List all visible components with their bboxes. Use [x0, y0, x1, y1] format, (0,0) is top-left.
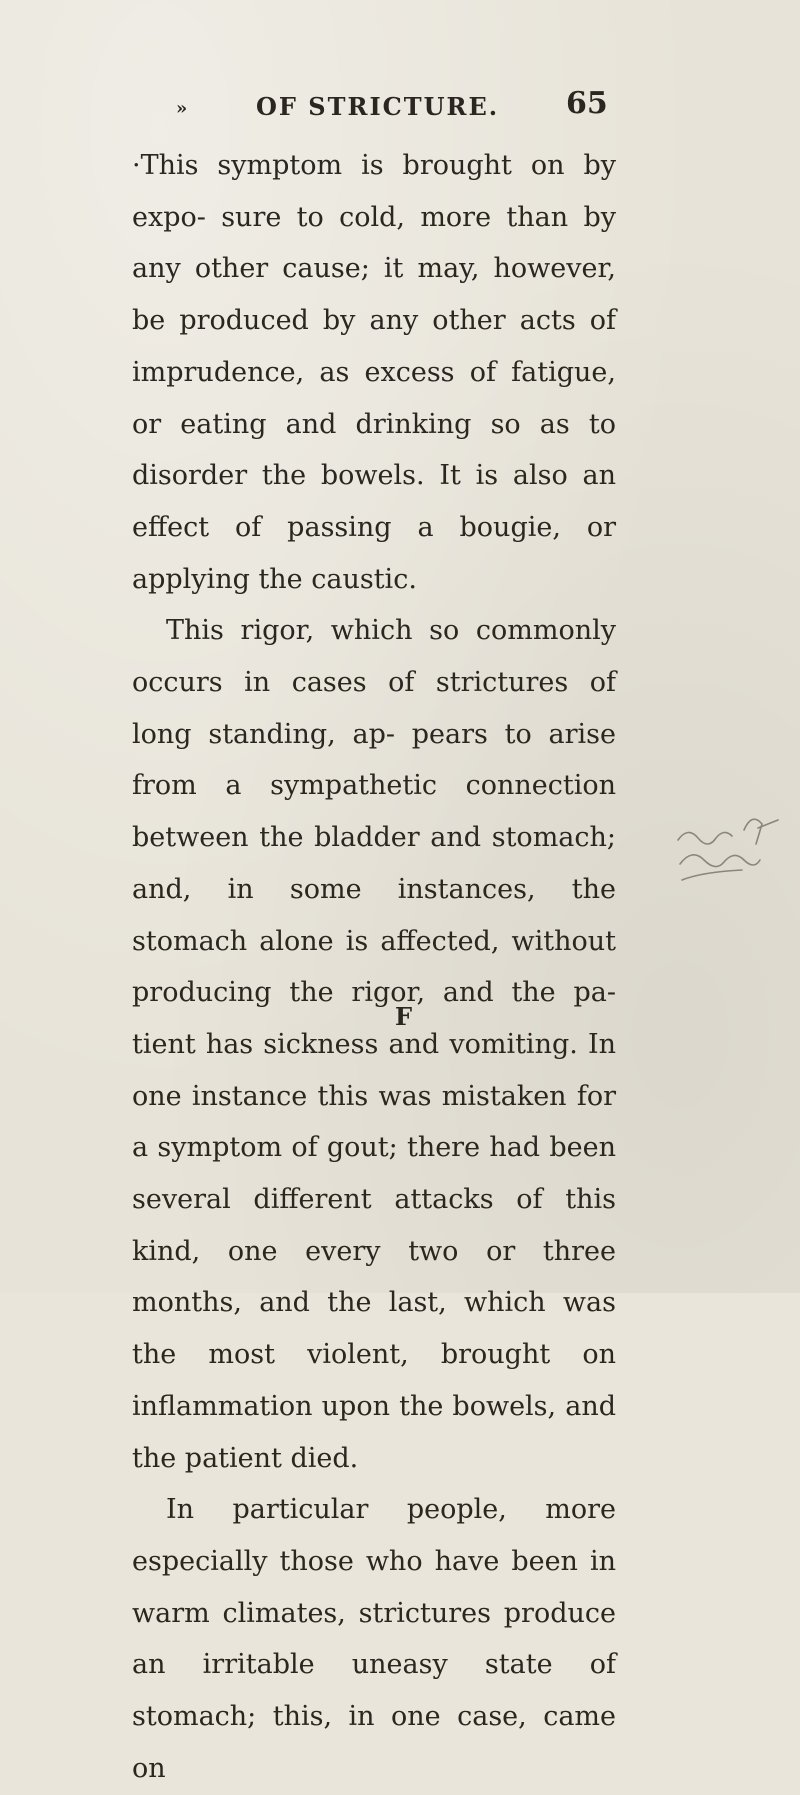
header-ornament: »	[176, 98, 188, 119]
paragraph: In particular people, more especially those who have been in warm climates, strictures produce an irritable uneasy state of stomach; this, in one case, came on	[132, 1494, 616, 1784]
handwritten-annotation	[658, 800, 800, 920]
running-header	[0, 88, 800, 128]
body-text	[132, 140, 616, 1795]
signature-mark: F	[395, 1002, 413, 1031]
paragraph: This rigor, which so commonly occurs in cases of strictures of long standing, ap- pears to arise from a sympathetic connection between the bladder and stomach; and, in some instances, the stomach alone is affected, without producing the rigor, and the pa- tient has sickness and vomiting. In one instance this was mistaken for a symptom of gout; there had been several different attacks of this kind, one every two or three months, and the last, which was the most violent, brought on inflammation upon the bowels, and the patient died.	[132, 615, 616, 1474]
running-title: OF STRICTURE.	[256, 92, 500, 121]
paragraph: ·This symptom is brought on by expo- sure to cold, more than by any other cause; it may, however, be produced by any other acts of imprudence, as excess of fatigue, or eating and drinking so as to disorder the bowels. It is also an effect of passing a bougie, or applying the caustic.	[132, 150, 616, 595]
page-number: 65	[566, 86, 608, 121]
